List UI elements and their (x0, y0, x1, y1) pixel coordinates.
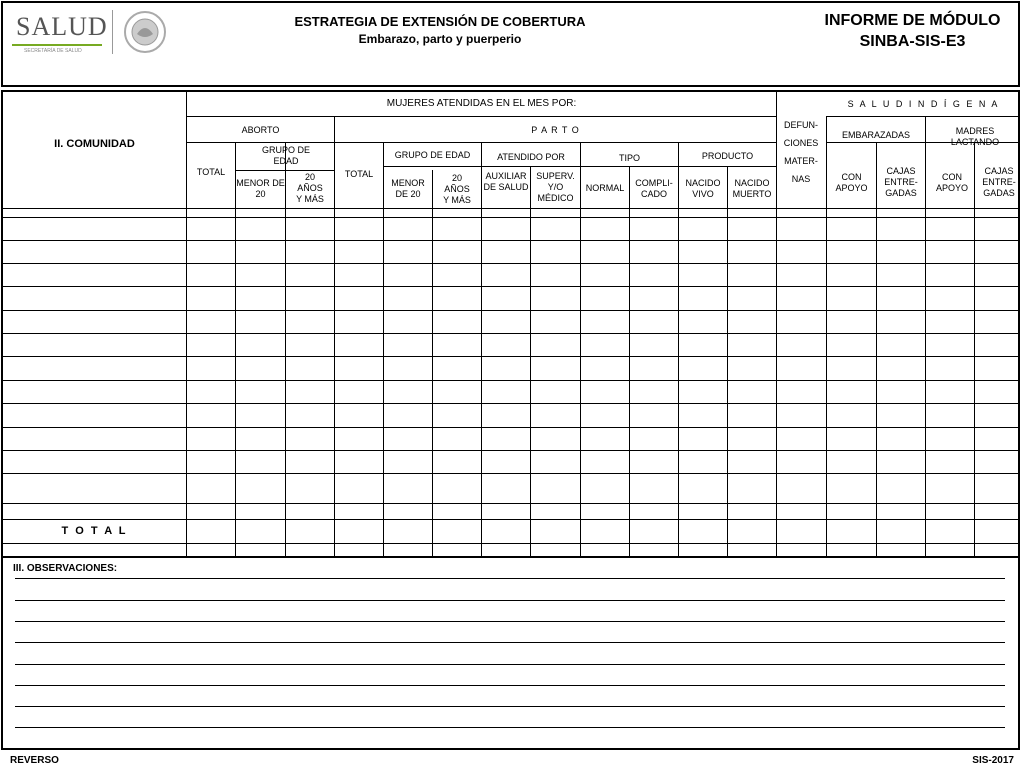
community-table (1, 90, 1020, 558)
aborto-20-header: 20 AÑOS Y MÁS (296, 172, 324, 204)
salud-logo-subtext: SECRETARÍA DE SALUD (24, 48, 82, 54)
complicado-header: COMPLI-CADO (635, 178, 673, 199)
aborto-grupo-edad-header: GRUPO DE EDAD (261, 145, 310, 166)
observation-line[interactable] (15, 621, 1005, 622)
embarazadas-cajas-header: CAJAS ENTRE-GADAS (884, 166, 918, 198)
observations-label: III. OBSERVACIONES: (13, 563, 118, 574)
embarazadas-con-apoyo-header: CON APOYO (835, 172, 868, 193)
embarazadas-header: EMBARAZADAS (841, 130, 910, 140)
nacido-muerto-header: NACIDO MUERTO (732, 178, 772, 199)
total-row-label: T O T A L (61, 525, 128, 537)
observation-line[interactable] (15, 600, 1005, 601)
observation-line[interactable] (15, 578, 1005, 579)
report-code: SINBA-SIS-E3 (859, 33, 966, 50)
observation-line[interactable] (15, 727, 1005, 728)
superv-header: SUPERV. Y/O MÉDICO (536, 171, 575, 203)
parto-20-header: 20 AÑOS Y MÁS (443, 173, 471, 205)
form-subtitle: Embarazo, parto y puerperio (358, 32, 522, 46)
madres-cajas-header: CAJAS ENTRE-GADAS (982, 166, 1016, 198)
madres-con-apoyo-header: CON APOYO (935, 172, 968, 193)
observation-line[interactable] (15, 664, 1005, 665)
aborto-total-header: TOTAL (196, 167, 226, 177)
footer-code: SIS-2017 (972, 755, 1014, 766)
parto-grupo-edad-header: GRUPO DE EDAD (394, 150, 471, 160)
section-comunidad-label: II. COMUNIDAD (54, 138, 135, 150)
parto-menor20-header: MENOR DE 20 (391, 178, 425, 199)
salud-logo-text: SALUD (16, 12, 108, 41)
form-title: ESTRATEGIA DE EXTENSIÓN DE COBERTURA (294, 14, 586, 29)
atendido-por-header: ATENDIDO POR (497, 152, 565, 162)
report-name: INFORME DE MÓDULO (824, 12, 1001, 29)
producto-header: PRODUCTO (701, 151, 754, 161)
observation-line[interactable] (15, 706, 1005, 707)
tipo-header: TIPO (618, 153, 640, 163)
salud-logo (8, 8, 173, 56)
national-seal-icon (122, 10, 168, 54)
aborto-header: ABORTO (241, 125, 280, 135)
normal-header: NORMAL (585, 183, 625, 193)
auxiliar-header: AUXILIAR DE SALUD (483, 171, 529, 192)
parto-header: P A R T O (531, 125, 580, 135)
madres-lactando-header: MADRES LACTANDO (950, 126, 1000, 147)
aborto-menor20-header: MENOR DE 20 (236, 178, 285, 199)
observation-line[interactable] (15, 685, 1005, 686)
observation-line[interactable] (15, 642, 1005, 643)
footer-reverso: REVERSO (10, 755, 59, 766)
mujeres-atendidas-header: MUJERES ATENDIDAS EN EL MES POR: (386, 98, 577, 109)
defunciones-header: DEFUN-CIONES MATER-NAS (783, 120, 819, 184)
salud-indigena-header: S A L U D I N D Í G E N A (847, 99, 1000, 109)
report-title (790, 10, 1024, 52)
nacido-vivo-header: NACIDO VIVO (685, 178, 721, 199)
observations-section (1, 558, 1020, 750)
parto-total-header: TOTAL (344, 169, 374, 179)
